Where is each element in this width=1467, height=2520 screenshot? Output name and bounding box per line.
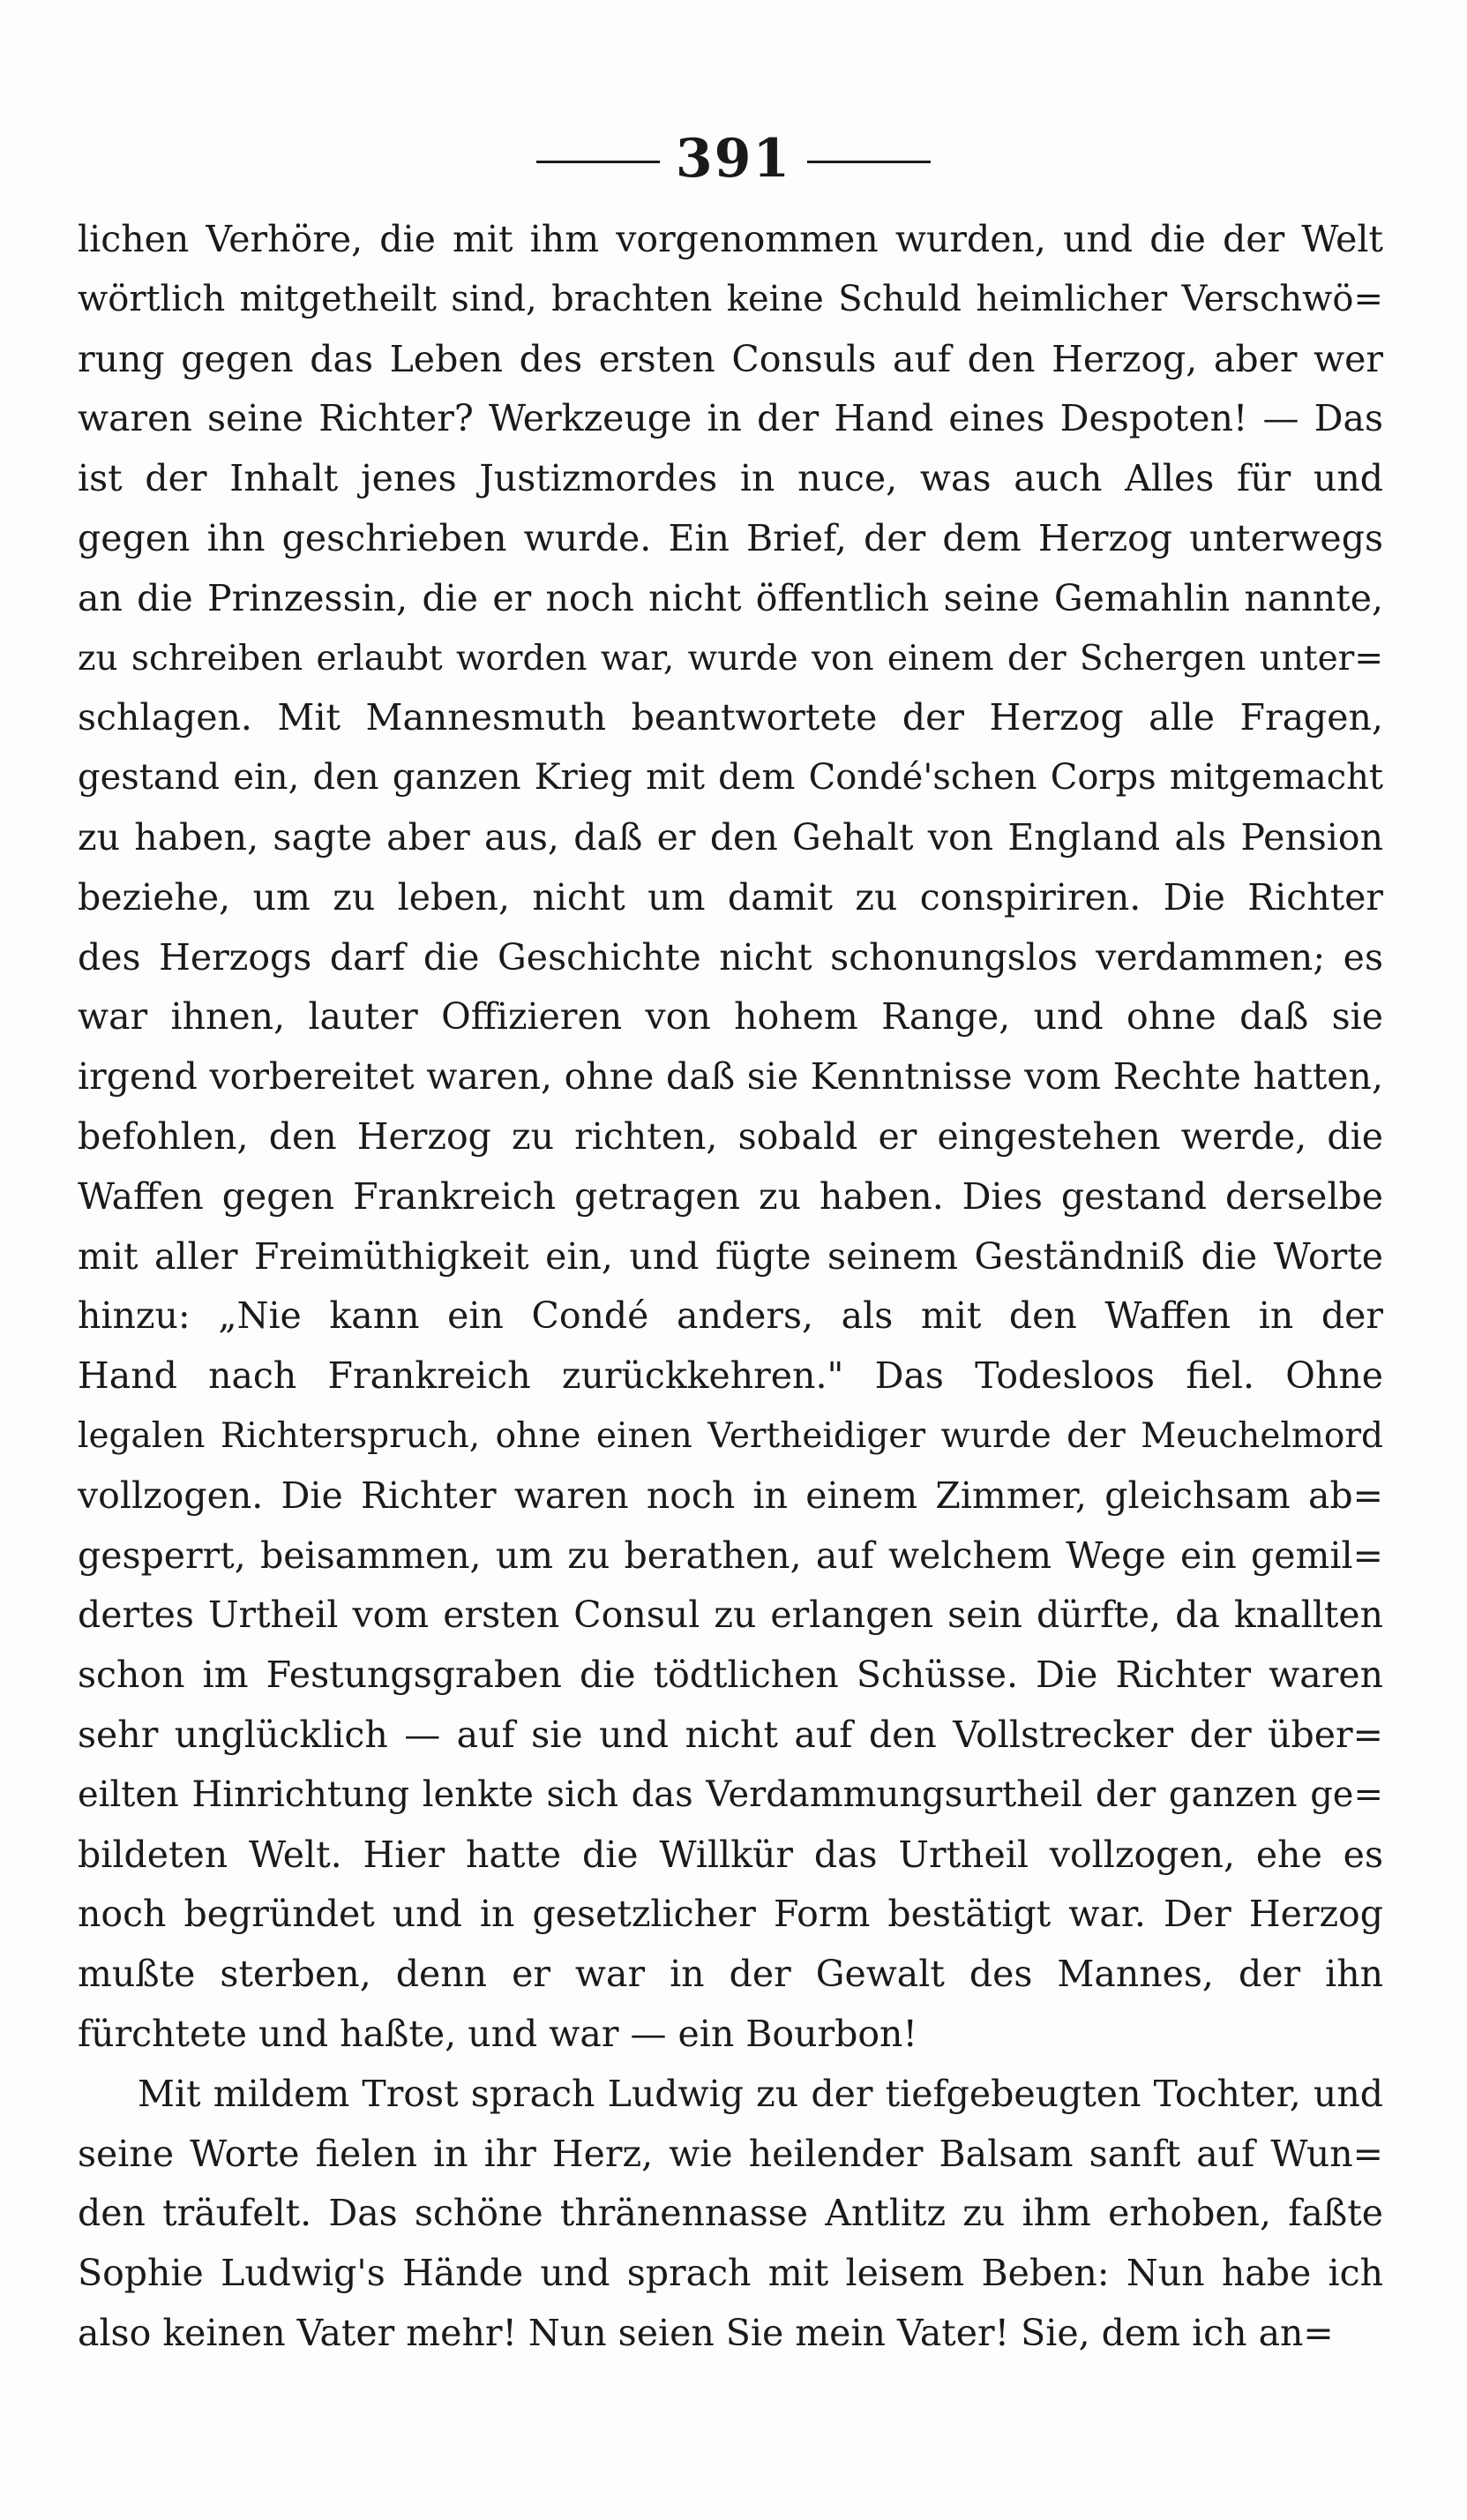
text-line: befohlen, den Herzog zu richten, sobald er eingestehen werde, die <box>78 1114 1383 1158</box>
text-line: Mit mildem Trost sprach Ludwig zu der tiefgebeugten Tochter, und <box>138 2072 1383 2115</box>
text-line: noch begründet und in gesetzlicher Form bestätigt war. Der Herzog <box>78 1893 1383 1936</box>
text-line: bildeten Welt. Hier hatte die Willkür das Urtheil vollzogen, ehe es <box>78 1833 1383 1876</box>
text-line: irgend vorbereitet waren, ohne daß sie Kenntnisse vom Rechte hatten, <box>78 1055 1383 1099</box>
page-header <box>0 128 1467 190</box>
text-line: war ihnen, lauter Offizieren von hohem Range, und ohne daß sie <box>78 995 1383 1039</box>
text-line: lichen Verhöre, die mit ihm vorgenommen wurden, und die der Welt <box>78 218 1383 260</box>
text-line: zu haben, sagte aber aus, daß er den Gehalt von England als Pension <box>78 815 1383 859</box>
text-line: des Herzogs darf die Geschichte nicht schonungslos verdammen; es <box>78 935 1383 979</box>
text-line: schlagen. Mit Mannesmuth beantwortete der Herzog alle Fragen, <box>78 696 1383 739</box>
text-line: gestand ein, den ganzen Krieg mit dem Condé'schen Corps mitgemacht <box>78 757 1383 799</box>
text-line: sehr unglücklich — auf sie und nicht auf den Vollstrecker der über= <box>78 1713 1383 1756</box>
text-line: schon im Festungsgraben die tödtlichen Schüsse. Die Richter waren <box>78 1654 1383 1697</box>
body-text <box>78 210 1383 2364</box>
text-line: seine Worte fielen in ihr Herz, wie heilender Balsam sanft auf Wun= <box>78 2132 1383 2175</box>
text-line: gesperrt, beisammen, um zu berathen, auf welchem Wege ein gemil= <box>78 1534 1383 1577</box>
text-line: mußte sterben, denn er war in der Gewalt des Mannes, der ihn <box>78 1953 1383 1996</box>
text-line: an die Prinzessin, die er noch nicht öffentlich seine Gemahlin nannte, <box>78 576 1383 619</box>
text-line: eilten Hinrichtung lenkte sich das Verdammungsurtheil der ganzen ge= <box>78 1774 1383 1815</box>
text-line: Sophie Ludwig's Hände und sprach mit leisem Beben: Nun habe ich <box>78 2252 1383 2295</box>
text-line: dertes Urtheil vom ersten Consul zu erlangen sein dürfte, da knallten <box>78 1594 1383 1637</box>
text-line: zu schreiben erlaubt worden war, wurde von einem der Schergen unter= <box>78 638 1383 679</box>
text-line: legalen Richterspruch, ohne einen Vertheidiger wurde der Meuchelmord <box>78 1415 1383 1456</box>
text-line: gegen ihn geschrieben wurde. Ein Brief, der dem Herzog unterwegs <box>78 516 1383 559</box>
text-line: waren seine Richter? Werkzeuge in der Hand eines Despoten! — Das <box>78 397 1383 440</box>
header-rule-left <box>536 161 660 163</box>
text-line: beziehe, um zu leben, nicht um damit zu conspiriren. Die Richter <box>78 875 1383 919</box>
text-line: den träufelt. Das schöne thränennasse Antlitz zu ihm erhoben, faßte <box>78 2192 1383 2235</box>
text-line: Hand nach Frankreich zurückkehren." Das Todesloos fiel. Ohne <box>78 1354 1383 1398</box>
text-line: Waffen gegen Frankreich getragen zu haben. Dies gestand derselbe <box>78 1174 1383 1218</box>
text-line: hinzu: „Nie kann ein Condé anders, als mit den Waffen in der <box>78 1294 1383 1338</box>
text-line: ist der Inhalt jenes Justizmordes in nuce, was auch Alles für und <box>78 457 1383 500</box>
text-line: vollzogen. Die Richter waren noch in einem Zimmer, gleichsam ab= <box>78 1474 1383 1517</box>
text-line: mit aller Freimüthigkeit ein, und fügte seinem Geständniß die Worte <box>78 1234 1383 1278</box>
text-line: rung gegen das Leben des ersten Consuls auf den Herzog, aber wer <box>78 337 1383 380</box>
header-rule-right <box>807 161 931 163</box>
text-line: fürchtete und haßte, und war — ein Bourbon! <box>78 2012 917 2055</box>
text-line: also keinen Vater mehr! Nun seien Sie mein Vater! Sie, dem ich an= <box>78 2311 1334 2354</box>
page-number: 391 <box>675 128 792 190</box>
text-line: wörtlich mitgetheilt sind, brachten keine Schuld heimlicher Verschwö= <box>78 278 1383 319</box>
